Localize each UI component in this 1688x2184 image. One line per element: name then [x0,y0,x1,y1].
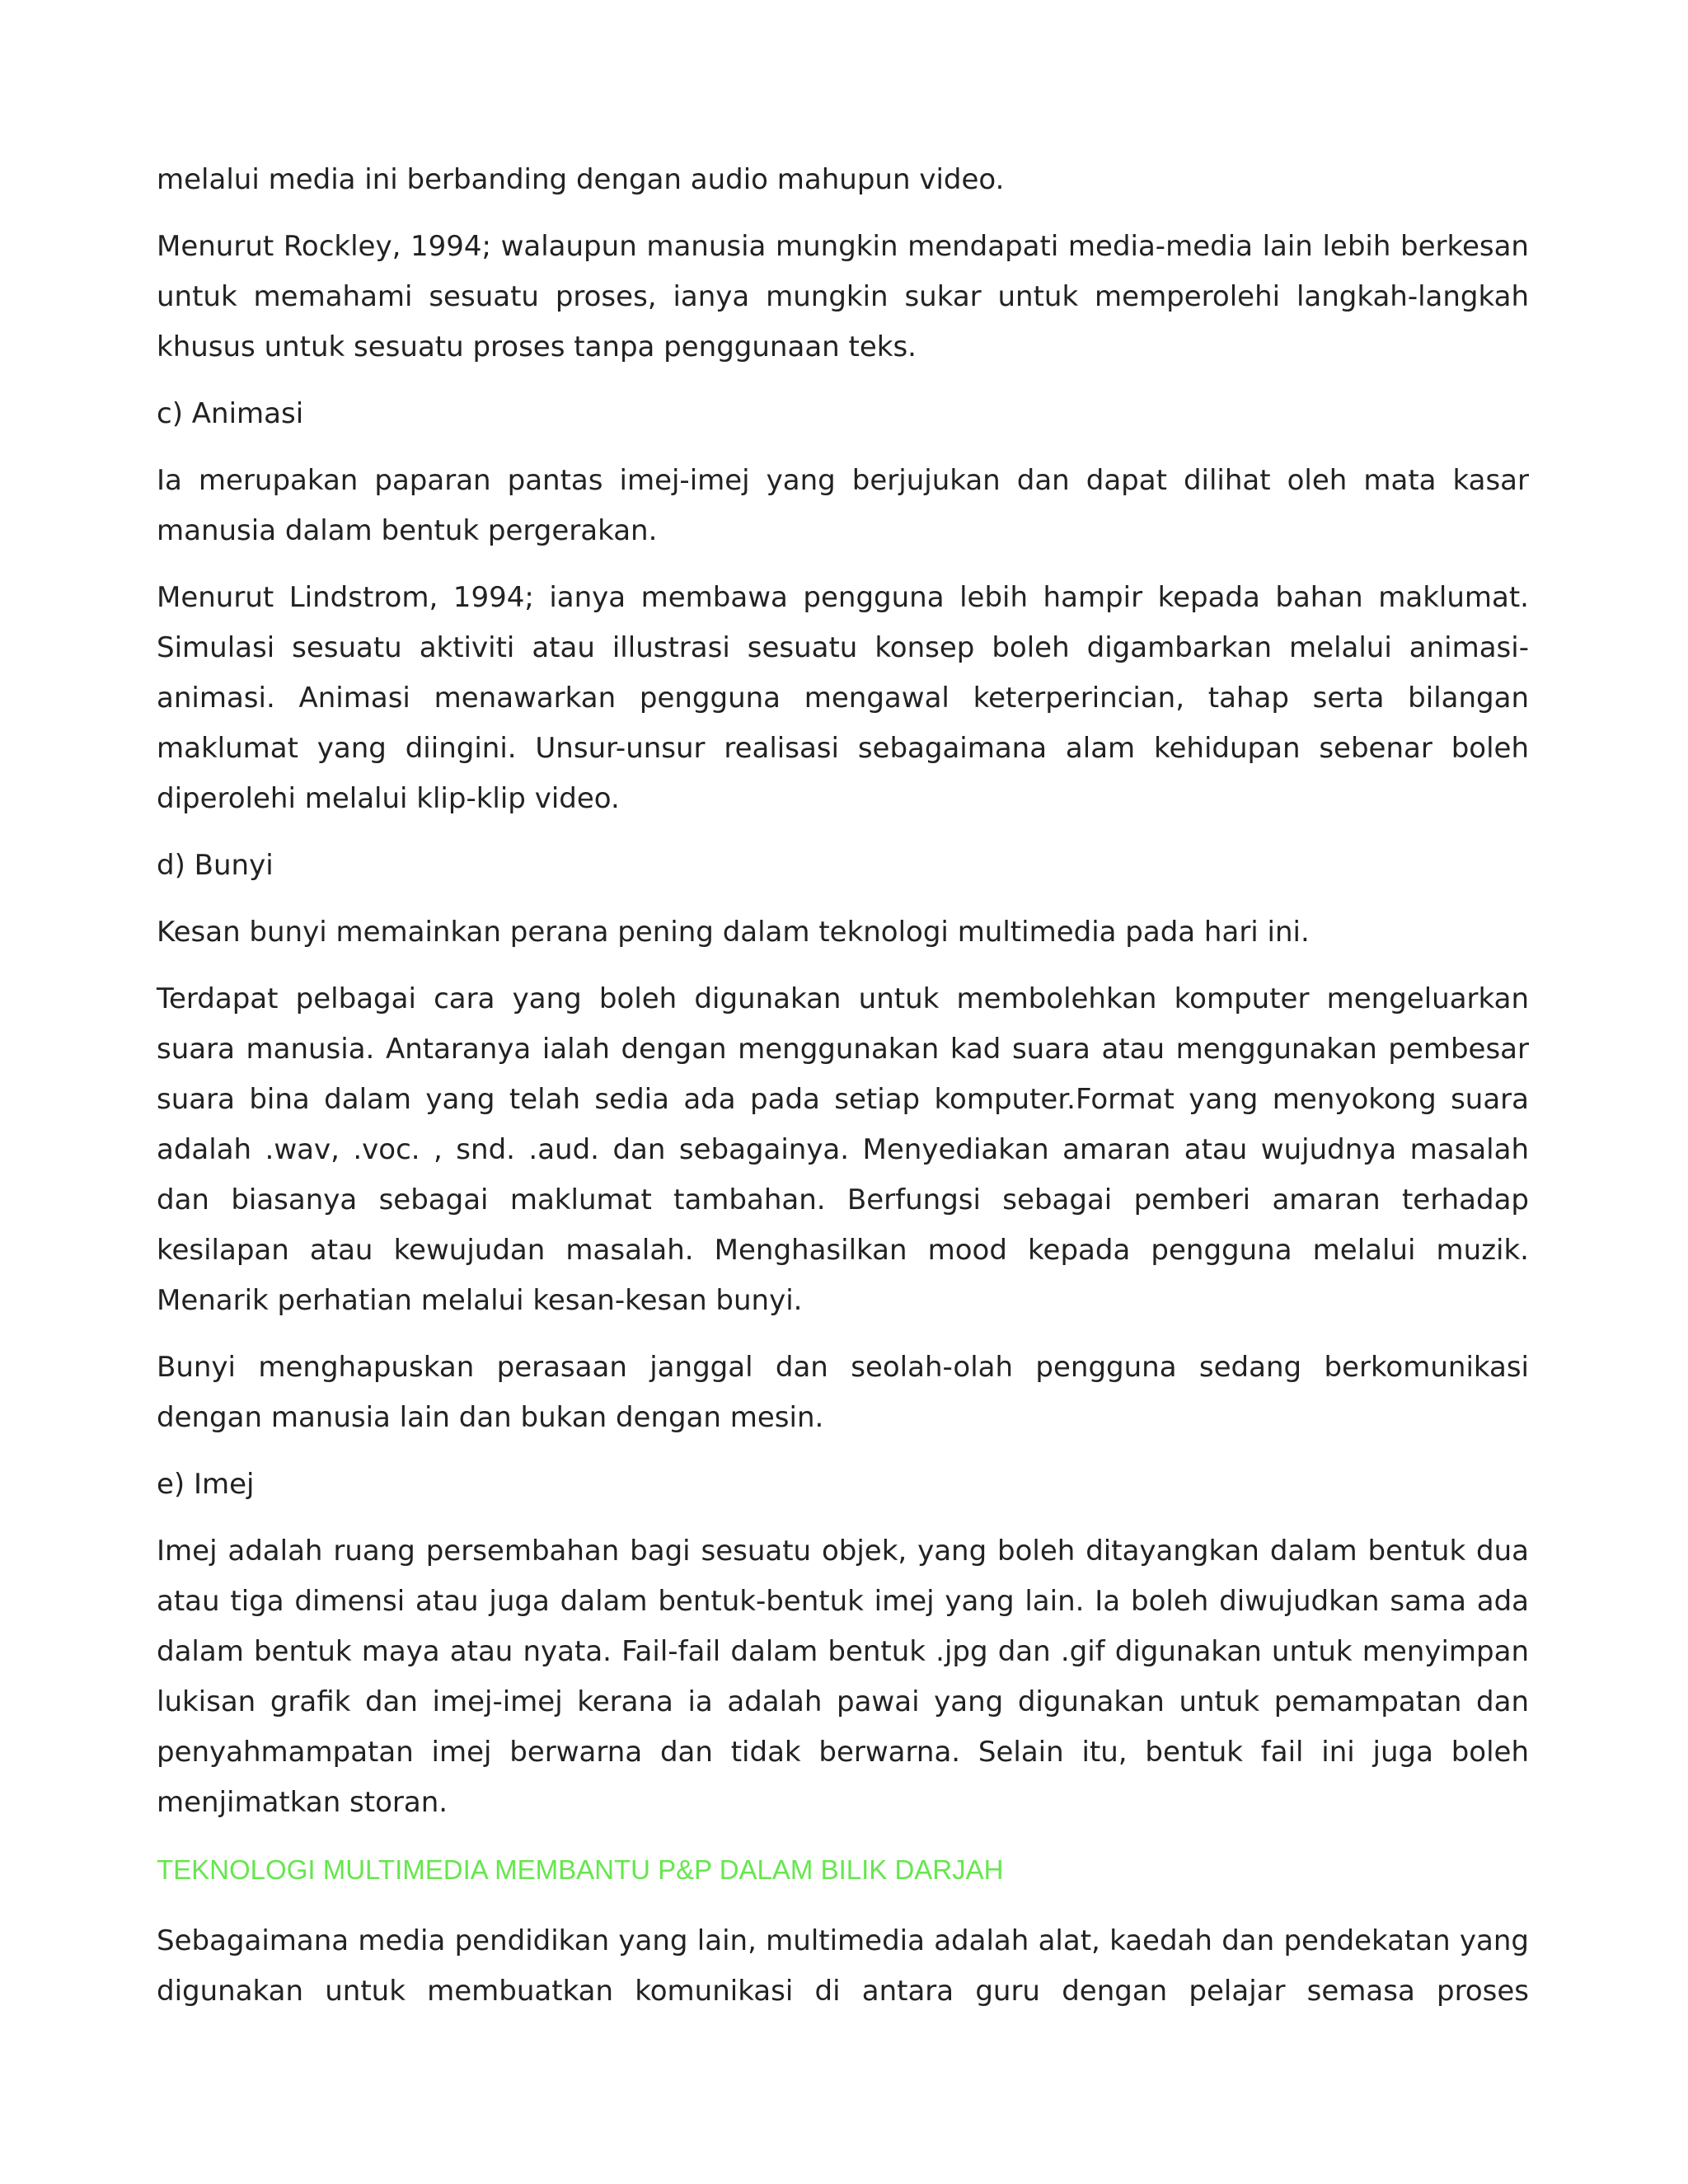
paragraph-rockley: Menurut Rockley, 1994; walaupun manusia mungkin mendapati media-media lain lebih berkesan untuk memahami sesuatu proses, ianya mungkin sukar untuk memperolehi langkah-langkah khusus untuk sesuatu proses tanpa penggunaan teks. [157,230,1529,363]
paragraph-bunyi-janggal: Bunyi menghapuskan perasaan janggal dan seolah-olah pengguna sedang berkomunikasi dengan manusia lain dan bukan dengan mesin. [157,1351,1529,1434]
subheading-imej: e) Imej [157,1468,255,1501]
paragraph-lindstrom: Menurut Lindstrom, 1994; ianya membawa pengguna lebih hampir kepada bahan maklumat. Simulasi sesuatu aktiviti atau illustrasi sesuatu konsep boleh digambarkan melalui animasi-animasi. Animasi menawarkan pengguna mengawal keterperincian, tahap serta bilangan maklumat yang diingini. Unsur-unsur realisasi sebagaimana alam kehidupan sebenar boleh diperolehi melalui klip-klip video. [157,581,1529,815]
section-heading: TEKNOLOGI MULTIMEDIA MEMBANTU P&P DALAM BILIK DARJAH [157,1854,1004,1885]
paragraph-suara-komputer: Terdapat pelbagai cara yang boleh digunakan untuk membolehkan komputer mengeluarkan suara manusia. Antaranya ialah dengan menggunakan kad suara atau menggunakan pembesar suara bina dalam yang telah sedia ada pada setiap komputer.Format yang menyokong suara adalah .wav, .voc. , snd. .aud. dan sebagainya. Menyediakan amaran atau wujudnya masalah dan biasanya sebagai maklumat tambahan. Berfungsi sebagai pemberi amaran terhadap kesilapan atau kewujudan masalah. Menghasilkan mood kepada pengguna melalui muzik. Menarik perhatian melalui kesan-kesan bunyi. [157,982,1529,1317]
paragraph-kesan-bunyi: Kesan bunyi memainkan perana pening dalam teknologi multimedia pada hari ini. [157,916,1310,949]
paragraph-closing: Sebagaimana media pendidikan yang lain, multimedia adalah alat, kaedah dan pendekatan yang digunakan untuk membuatkan komunikasi di antara guru dengan pelajar semasa proses [157,1924,1529,2008]
paragraph-imej-definition: Imej adalah ruang persembahan bagi sesuatu objek, yang boleh ditayangkan dalam bentuk dua atau tiga dimensi atau juga dalam bentuk-bentuk imej yang lain. Ia boleh diwujudkan sama ada dalam bentuk maya atau nyata. Fail-fail dalam bentuk .jpg dan .gif digunakan untuk menyimpan lukisan grafik dan imej-imej kerana ia adalah pawai yang digunakan untuk pemampatan dan penyahmampatan imej berwarna dan tidak berwarna. Selain itu, bentuk fail ini juga boleh menjimatkan storan. [157,1535,1529,1819]
subheading-bunyi: d) Bunyi [157,849,274,882]
subheading-animasi: c) Animasi [157,397,304,430]
paragraph-media-comparison: melalui media ini berbanding dengan audio mahupun video. [157,163,1005,196]
paragraph-animasi-definition: Ia merupakan paparan pantas imej-imej yang berjujukan dan dapat dilihat oleh mata kasar manusia dalam bentuk pergerakan. [157,464,1529,547]
